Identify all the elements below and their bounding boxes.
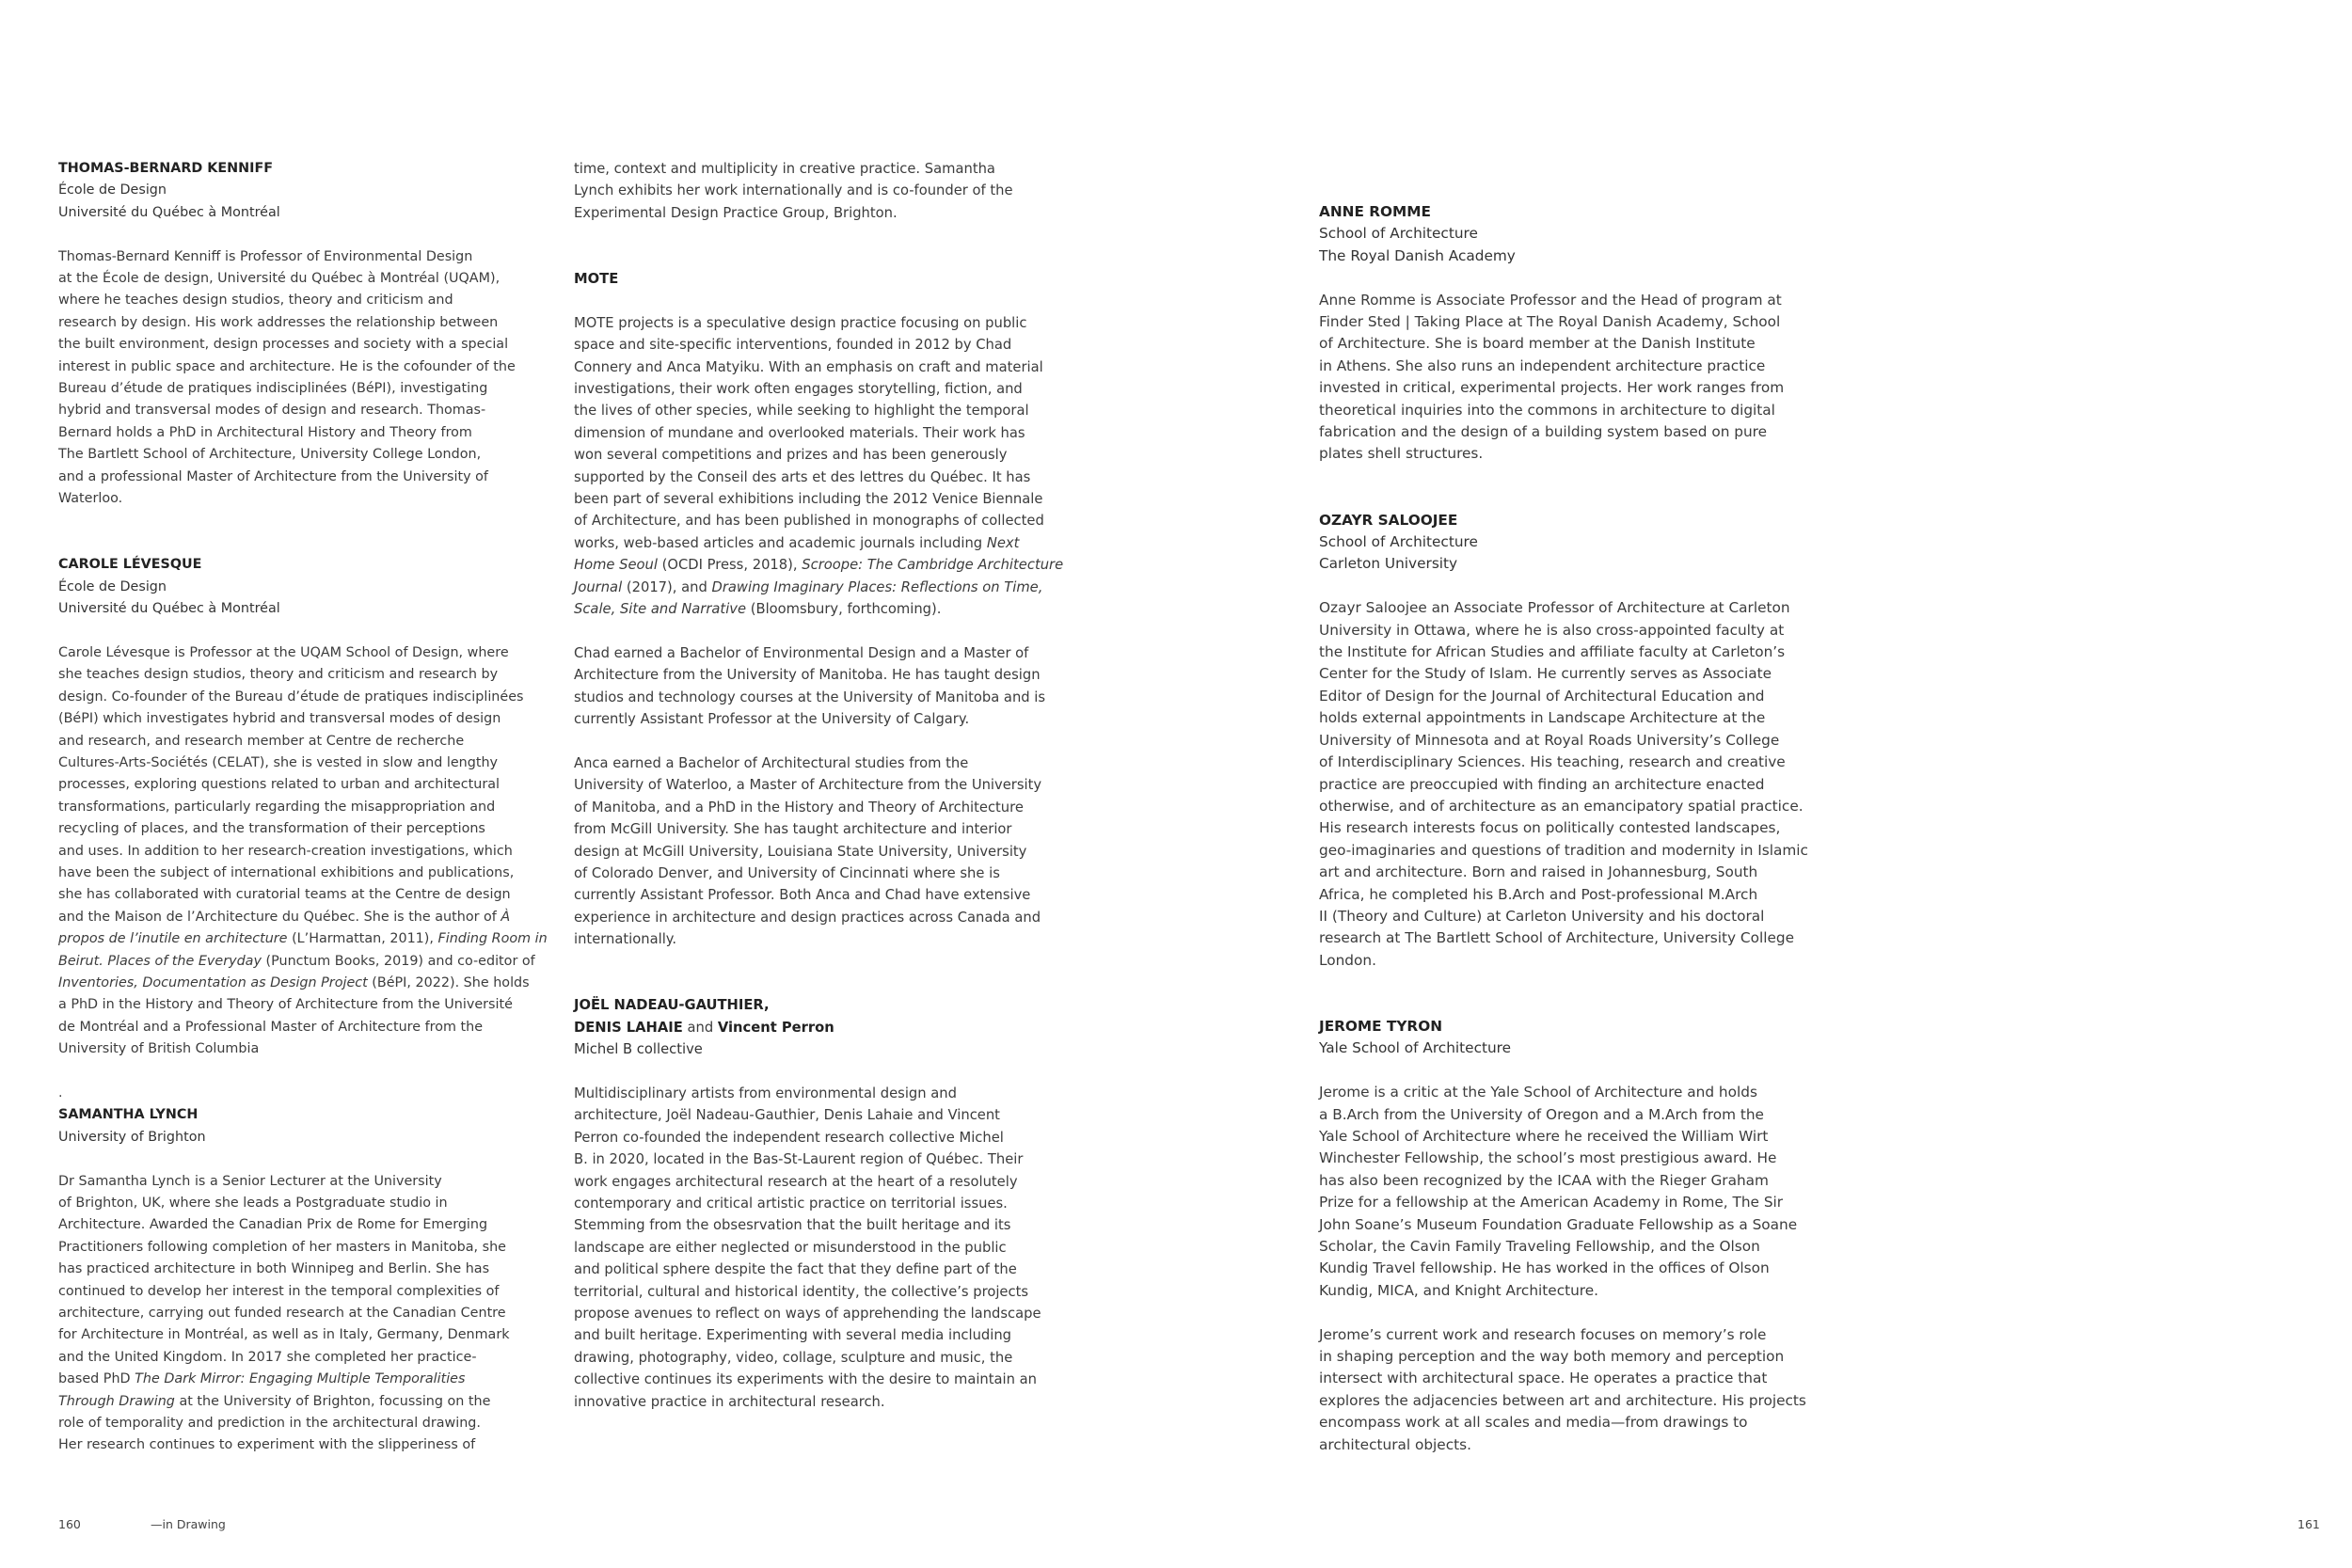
bio-line: have been the subject of international exhibitions and publications, bbox=[58, 864, 515, 880]
entry-affiliation: École de Design bbox=[58, 182, 167, 198]
entry-name: SAMANTHA LYNCH bbox=[58, 1107, 199, 1123]
bio-line: practice are preoccupied with finding an architecture enacted bbox=[1319, 775, 1765, 793]
bio-line: work engages architectural research at the heart of a resolutely bbox=[574, 1173, 1018, 1190]
bio-line: Experimental Design Practice Group, Brighton. bbox=[574, 204, 898, 221]
entry-affiliation: Yale School of Architecture bbox=[1319, 1039, 1512, 1057]
right-column bbox=[1319, 201, 1808, 1456]
entry-name: JEROME TYRON bbox=[1319, 1017, 1443, 1035]
bio-line: John Soane’s Museum Foundation Graduate Fellowship as a Soane bbox=[1319, 1215, 1798, 1233]
bio-line: of Colorado Denver, and University of Cincinnati where she is bbox=[574, 864, 1000, 881]
left-column-2 bbox=[574, 158, 1063, 1413]
bio-line: Anne Romme is Associate Professor and the Head of program at bbox=[1319, 291, 1782, 309]
bio-line: design. Co-founder of the Bureau d’étude de pratiques indisciplinées bbox=[58, 689, 524, 705]
bio-line: Winchester Fellowship, the school’s most prestigious award. He bbox=[1319, 1149, 1777, 1167]
entry-name: OZAYR SALOOJEE bbox=[1319, 511, 1458, 529]
bio-line: Center for the Study of Islam. He currently serves as Associate bbox=[1319, 665, 1772, 683]
bio-line: research at The Bartlett School of Architecture, University College bbox=[1319, 929, 1794, 947]
bio-line: Dr Samantha Lynch is a Senior Lecturer at the University bbox=[58, 1173, 442, 1189]
bio-line: architectural objects. bbox=[1319, 1435, 1471, 1453]
bio-line: been part of several exhibitions including the 2012 Venice Biennale bbox=[574, 491, 1043, 508]
entry-affiliation: The Royal Danish Academy bbox=[1319, 246, 1516, 264]
bio-line: and research, and research member at Centre de recherche bbox=[58, 733, 465, 749]
bio-line: Scale, Site and Narrative (Bloomsbury, forthcoming). bbox=[574, 601, 942, 618]
bio-line: Stemming from the obsesrvation that the built heritage and its bbox=[574, 1217, 1011, 1234]
entry-name: DENIS LAHAIE and Vincent Perron bbox=[574, 1019, 834, 1036]
bio-line: Connery and Anca Matyiku. With an emphasis on craft and material bbox=[574, 358, 1043, 375]
entry-name: CAROLE LÉVESQUE bbox=[58, 557, 202, 573]
bio-line: Waterloo. bbox=[58, 491, 123, 507]
bio-line: and uses. In addition to her research-creation investigations, which bbox=[58, 843, 513, 859]
bio-line: of Brighton, UK, where she leads a Postgraduate studio in bbox=[58, 1196, 448, 1211]
bio-line: London. bbox=[1319, 951, 1376, 969]
bio-line: propose avenues to reflect on ways of apprehending the landscape bbox=[574, 1306, 1041, 1322]
bio-line: Lynch exhibits her work internationally and is co-founder of the bbox=[574, 182, 1013, 199]
bio-entry-romme bbox=[1319, 201, 1808, 466]
bio-line: University in Ottawa, where he is also cross-appointed faculty at bbox=[1319, 621, 1785, 639]
page-number-left: 160 bbox=[58, 1517, 81, 1531]
bio-line: University of Minnesota and at Royal Roads University’s College bbox=[1319, 731, 1780, 749]
bio-line: innovative practice in architectural research. bbox=[574, 1393, 885, 1410]
bio-line: drawing, photography, video, collage, sculpture and music, the bbox=[574, 1349, 1013, 1366]
bio-line: geo-imaginaries and questions of tradition and modernity in Islamic bbox=[1319, 841, 1808, 859]
bio-line: Jerome’s current work and research focuses on memory’s role bbox=[1319, 1325, 1767, 1343]
bio-line: the lives of other species, while seeking to highlight the temporal bbox=[574, 403, 1029, 420]
bio-line: plates shell structures. bbox=[1319, 445, 1484, 463]
bio-line: Scholar, the Cavin Family Traveling Fellowship, and the Olson bbox=[1319, 1237, 1760, 1255]
separator-dot: . bbox=[58, 1085, 63, 1101]
bio-line: Her research continues to experiment with the slipperiness of bbox=[58, 1437, 476, 1453]
bio-line: Ozayr Saloojee an Associate Professor of Architecture at Carleton bbox=[1319, 599, 1790, 617]
bio-line: otherwise, and of architecture as an emancipatory spatial practice. bbox=[1319, 797, 1804, 815]
bio-line: won several competitions and prizes and has been generously bbox=[574, 447, 1008, 464]
entry-affiliation: School of Architecture bbox=[1319, 533, 1478, 551]
entry-name: MOTE bbox=[574, 271, 619, 287]
bio-entry-tyron bbox=[1319, 1016, 1808, 1456]
entry-affiliation: Michel B collective bbox=[574, 1041, 703, 1058]
bio-line: architecture, carrying out funded research at the Canadian Centre bbox=[58, 1306, 506, 1322]
bio-line: continued to develop her interest in the temporal complexities of bbox=[58, 1283, 500, 1299]
bio-line: Finder Sted | Taking Place at The Royal Danish Academy, School bbox=[1319, 313, 1781, 331]
bio-line: Architecture from the University of Manitoba. He has taught design bbox=[574, 667, 1041, 684]
bio-line: a B.Arch from the University of Oregon and a M.Arch from the bbox=[1319, 1105, 1764, 1123]
entry-name: JOËL NADEAU-GAUTHIER, bbox=[574, 997, 770, 1014]
bio-line: and political sphere despite the fact that they define part of the bbox=[574, 1261, 1017, 1278]
entry-affiliation: Université du Québec à Montréal bbox=[58, 601, 280, 617]
bio-line: of Architecture, and has been published in monographs of collected bbox=[574, 513, 1044, 530]
bio-line: Editor of Design for the Journal of Architectural Education and bbox=[1319, 687, 1765, 705]
bio-entry-saloojee bbox=[1319, 510, 1808, 973]
entry-affiliation: Université du Québec à Montréal bbox=[58, 204, 280, 220]
bio-line: dimension of mundane and overlooked materials. Their work has bbox=[574, 424, 1025, 441]
bio-line: design at McGill University, Louisiana State University, University bbox=[574, 843, 1027, 860]
entry-name: THOMAS-BERNARD KENNIFF bbox=[58, 161, 274, 176]
bio-line: art and architecture. Born and raised in Johannesburg, South bbox=[1319, 863, 1758, 881]
bio-line: the built environment, design processes and society with a special bbox=[58, 337, 509, 353]
bio-line: II (Theory and Culture) at Carleton University and his doctoral bbox=[1319, 907, 1765, 925]
bio-line: in shaping perception and the way both memory and perception bbox=[1319, 1348, 1785, 1365]
bio-line: studios and technology courses at the University of Manitoba and is bbox=[574, 689, 1046, 705]
bio-line: collective continues its experiments with the desire to maintain an bbox=[574, 1371, 1037, 1388]
bio-line: investigations, their work often engages storytelling, fiction, and bbox=[574, 381, 1023, 398]
bio-line: and a professional Master of Architecture from the University of bbox=[58, 468, 488, 484]
bio-line: Perron co-founded the independent research collective Michel bbox=[574, 1129, 1004, 1146]
entry-affiliation: Carleton University bbox=[1319, 555, 1458, 573]
bio-line: experience in architecture and design practices across Canada and bbox=[574, 909, 1041, 926]
running-title: —in Drawing bbox=[151, 1517, 226, 1531]
bio-line: holds external appointments in Landscape Architecture at the bbox=[1319, 709, 1766, 727]
bio-line: theoretical inquiries into the commons in architecture to digital bbox=[1319, 401, 1775, 419]
bio-line: works, web-based articles and academic journals including Next bbox=[574, 534, 1020, 551]
bio-entry-kenniff bbox=[58, 158, 548, 510]
bio-line: Cultures-Arts-Sociétés (CELAT), she is vested in slow and lengthy bbox=[58, 754, 499, 770]
bio-line: Chad earned a Bachelor of Environmental Design and a Master of bbox=[574, 644, 1029, 661]
bio-line: Home Seoul (OCDI Press, 2018), Scroope: The Cambridge Architecture bbox=[574, 557, 1064, 574]
bio-line: territorial, cultural and historical identity, the collective’s projects bbox=[574, 1283, 1029, 1300]
bio-line: of Interdisciplinary Sciences. His teaching, research and creative bbox=[1319, 753, 1786, 771]
bio-line: intersect with architectural space. He operates a practice that bbox=[1319, 1370, 1768, 1387]
bio-line: space and site-specific interventions, founded in 2012 by Chad bbox=[574, 337, 1012, 354]
bio-line: fabrication and the design of a building system based on pure bbox=[1319, 423, 1768, 441]
bio-line: role of temporality and prediction in the architectural drawing. bbox=[58, 1416, 481, 1432]
bio-line: transformations, particularly regarding the misappropriation and bbox=[58, 799, 496, 815]
bio-line: University of British Columbia bbox=[58, 1041, 260, 1057]
bio-entry-lynch bbox=[58, 1104, 548, 1456]
bio-line: she has collaborated with curatorial teams at the Centre de design bbox=[58, 887, 511, 903]
bio-line: from McGill University. She has taught architecture and interior bbox=[574, 821, 1012, 838]
bio-line: Practitioners following completion of her masters in Manitoba, she bbox=[58, 1239, 506, 1255]
bio-line: explores the adjacencies between art and architecture. His projects bbox=[1319, 1391, 1806, 1409]
bio-line: architecture, Joël Nadeau-Gauthier, Denis Lahaie and Vincent bbox=[574, 1107, 1000, 1124]
bio-line: Jerome is a critic at the Yale School of Architecture and holds bbox=[1319, 1084, 1757, 1101]
bio-line: contemporary and critical artistic practice on territorial issues. bbox=[574, 1195, 1008, 1212]
bio-line: currently Assistant Professor at the University of Calgary. bbox=[574, 711, 970, 728]
bio-line: of Manitoba, and a PhD in the History and Theory of Architecture bbox=[574, 799, 1024, 816]
bio-line: Yale School of Architecture where he received the William Wirt bbox=[1319, 1127, 1769, 1145]
bio-line: and built heritage. Experimenting with several media including bbox=[574, 1327, 1012, 1344]
bio-entry-michel-b bbox=[574, 994, 1063, 1413]
bio-line: currently Assistant Professor. Both Anca and Chad have extensive bbox=[574, 887, 1031, 904]
bio-line: de Montréal and a Professional Master of Architecture from the bbox=[58, 1019, 484, 1035]
bio-line: of Architecture. She is board member at the Danish Institute bbox=[1319, 335, 1756, 353]
entry-name: ANNE ROMME bbox=[1319, 203, 1431, 220]
bio-line: Through Drawing at the University of Brighton, focussing on the bbox=[58, 1393, 491, 1409]
bio-line: Carole Lévesque is Professor at the UQAM School of Design, where bbox=[58, 644, 509, 660]
bio-line: and the United Kingdom. In 2017 she completed her practice- bbox=[58, 1349, 477, 1365]
bio-line: research by design. His work addresses the relationship between bbox=[58, 314, 499, 330]
bio-line: supported by the Conseil des arts et des lettres du Québec. It has bbox=[574, 468, 1031, 485]
bio-line: The Bartlett School of Architecture, University College London, bbox=[58, 447, 482, 463]
bio-entry-mote bbox=[574, 268, 1063, 951]
bio-line: the Institute for African Studies and affiliate faculty at Carleton’s bbox=[1319, 643, 1786, 661]
entry-affiliation: University of Brighton bbox=[58, 1129, 206, 1145]
bio-line: Architecture. Awarded the Canadian Prix de Rome for Emerging bbox=[58, 1217, 488, 1233]
bio-line: Kundig Travel fellowship. He has worked in the offices of Olson bbox=[1319, 1259, 1770, 1277]
bio-line: internationally. bbox=[574, 931, 677, 948]
page-number-right: 161 bbox=[2297, 1517, 2320, 1531]
bio-line: in Athens. She also runs an independent architecture practice bbox=[1319, 356, 1766, 374]
bio-line: Inventories, Documentation as Design Project (BéPI, 2022). She holds bbox=[58, 974, 530, 990]
bio-line: encompass work at all scales and media—from drawings to bbox=[1319, 1414, 1748, 1432]
bio-line: hybrid and transversal modes of design and research. Thomas- bbox=[58, 403, 486, 419]
bio-line: has practiced architecture in both Winnipeg and Berlin. She has bbox=[58, 1261, 490, 1277]
bio-continuation-lynch bbox=[574, 158, 1063, 224]
bio-line: Journal (2017), and Drawing Imaginary Places: Reflections on Time, bbox=[574, 578, 1043, 595]
bio-line: propos de l’inutile en architecture (L’Harmattan, 2011), Finding Room in bbox=[58, 931, 548, 947]
bio-line: Beirut. Places of the Everyday (Punctum Books, 2019) and co-editor of bbox=[58, 953, 535, 969]
entry-affiliation: School of Architecture bbox=[1319, 225, 1478, 243]
bio-line: invested in critical, experimental projects. Her work ranges from bbox=[1319, 379, 1785, 397]
bio-line: Kundig, MICA, and Knight Architecture. bbox=[1319, 1281, 1599, 1299]
bio-line: a PhD in the History and Theory of Architecture from the Université bbox=[58, 997, 513, 1013]
bio-line: processes, exploring questions related to urban and architectural bbox=[58, 777, 500, 793]
bio-line: and the Maison de l’Architecture du Québec. She is the author of À bbox=[58, 909, 511, 925]
bio-line: Anca earned a Bachelor of Architectural studies from the bbox=[574, 754, 969, 771]
bio-line: Bernard holds a PhD in Architectural History and Theory from bbox=[58, 424, 472, 440]
bio-line: University of Waterloo, a Master of Architecture from the University bbox=[574, 777, 1042, 794]
bio-line: where he teaches design studios, theory and criticism and bbox=[58, 293, 453, 309]
bio-line: for Architecture in Montréal, as well as in Italy, Germany, Denmark bbox=[58, 1327, 510, 1343]
bio-entry-levesque bbox=[58, 554, 548, 1060]
left-column-1 bbox=[58, 158, 548, 1457]
bio-line: time, context and multiplicity in creative practice. Samantha bbox=[574, 161, 995, 177]
bio-line: at the École de design, Université du Québec à Montréal (UQAM), bbox=[58, 271, 501, 287]
bio-line: Prize for a fellowship at the American Academy in Rome, The Sir bbox=[1319, 1194, 1784, 1212]
bio-line: based PhD The Dark Mirror: Engaging Multiple Temporalities bbox=[58, 1371, 466, 1387]
bio-line: Thomas-Bernard Kenniff is Professor of Environmental Design bbox=[58, 248, 473, 264]
bio-line: Multidisciplinary artists from environmental design and bbox=[574, 1085, 957, 1101]
bio-line: she teaches design studios, theory and criticism and research by bbox=[58, 667, 499, 683]
bio-line: Africa, he completed his B.Arch and Post-professional M.Arch bbox=[1319, 885, 1758, 903]
bio-line: interest in public space and architecture. He is the cofounder of the bbox=[58, 358, 516, 374]
bio-line: Bureau d’étude de pratiques indisciplinées (BéPI), investigating bbox=[58, 381, 488, 397]
bio-line: MOTE projects is a speculative design practice focusing on public bbox=[574, 314, 1027, 331]
bio-line: (BéPI) which investigates hybrid and transversal modes of design bbox=[58, 711, 501, 727]
bio-line: landscape are either neglected or misunderstood in the public bbox=[574, 1239, 1007, 1256]
bio-line: has also been recognized by the ICAA with the Rieger Graham bbox=[1319, 1171, 1769, 1189]
entry-affiliation: École de Design bbox=[58, 578, 167, 594]
bio-line: His research interests focus on politically contested landscapes, bbox=[1319, 819, 1781, 837]
bio-line: B. in 2020, located in the Bas-St-Laurent region of Québec. Their bbox=[574, 1151, 1024, 1168]
bio-line: recycling of places, and the transformation of their perceptions bbox=[58, 821, 485, 837]
